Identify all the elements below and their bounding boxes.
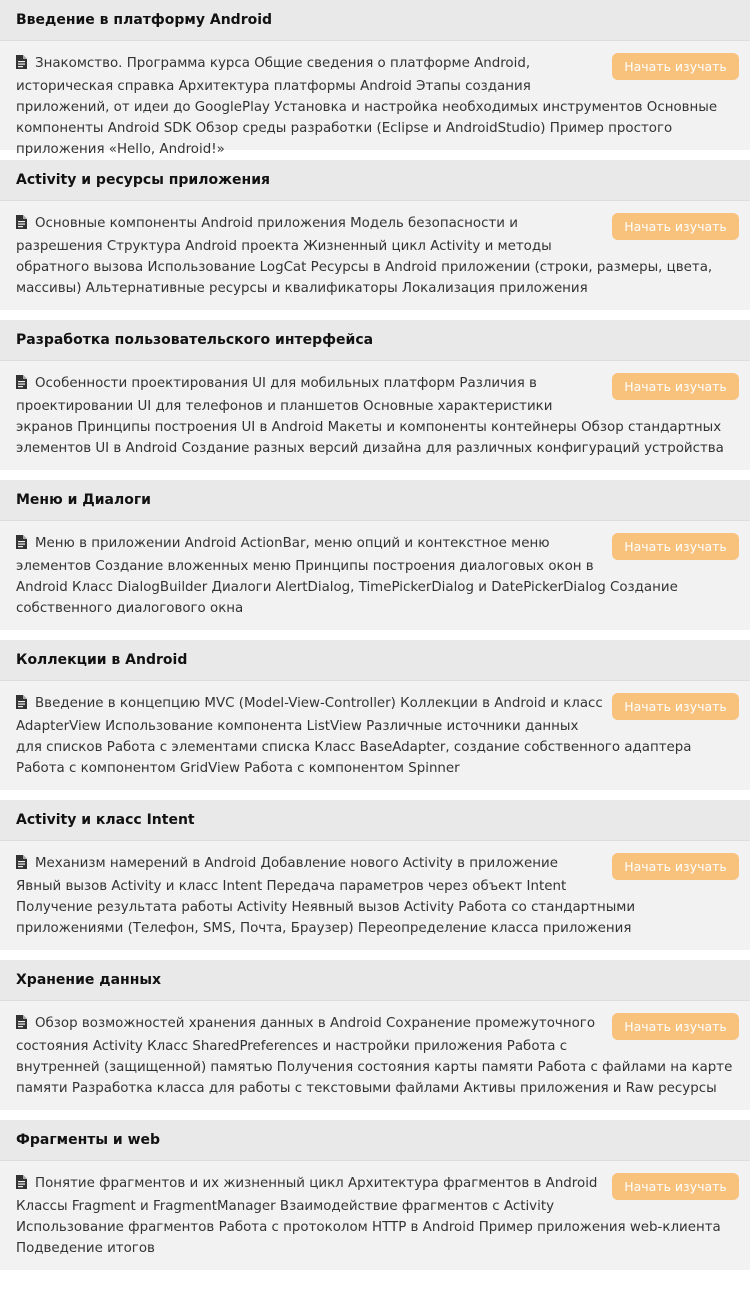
document-icon (16, 215, 27, 236)
module-body (0, 520, 750, 630)
module-title: Activity и класс Intent (16, 812, 195, 828)
start-learning-button[interactable]: Начать изучать (612, 1173, 739, 1200)
module-description-text: Основные компоненты Android приложения Модель безопасности и разрешения Структура Android проекта Жизненный цикл Activity и методы обратного вызова Использование LogCat Ресурсы в Android приложении (строки, размеры, цвета, массивы) Альтернативные ресурсы и квалификаторы Локализация приложения (16, 216, 713, 296)
module-title: Разработка пользовательского интерфейса (16, 332, 374, 348)
start-learning-button[interactable]: Начать изучать (612, 373, 739, 400)
module-body (0, 200, 750, 310)
document-icon (16, 1175, 27, 1196)
module-body (0, 680, 750, 790)
module-header (0, 0, 750, 40)
document-icon (16, 375, 27, 396)
module-title: Введение в платформу Android (16, 12, 273, 28)
module-header (0, 480, 750, 520)
document-icon (16, 855, 27, 876)
module-description-text: Меню в приложении Android ActionBar, меню опций и контекстное меню элементов Создание вложенных меню Принципы построения диалоговых окон в Android Класс DialogBuilder Диалоги AlertDialog, TimePickerDialog и DatePickerDialog Создание собственного диалогового окна (16, 536, 678, 616)
start-learning-button[interactable]: Начать изучать (612, 693, 739, 720)
document-icon (16, 535, 27, 556)
course-module (0, 160, 750, 320)
module-header (0, 320, 750, 360)
course-module (0, 320, 750, 480)
start-learning-button[interactable]: Начать изучать (612, 213, 739, 240)
document-icon (16, 1015, 27, 1036)
module-description-text: Понятие фрагментов и их жизненный цикл Архитектура фрагментов в Android Классы Fragment и FragmentManager Взаимодействие фрагментов с Activity Использование фрагментов Работа с протоколом HTTP в Android Пример приложения web-клиента Подведение итогов (16, 1176, 721, 1256)
module-description-text: Знакомство. Программа курса Общие сведения о платформе Android, историческая справка Архитектура платформы Android Этапы создания приложений, от идеи до GooglePlay Установка и настройка необходимых инструментов Основные компоненты Android SDK Обзор среды разработки (Eclipse и AndroidStudio) Пример простого приложения «Hello, Android!» (16, 56, 718, 157)
course-module (0, 800, 750, 960)
start-learning-button[interactable]: Начать изучать (612, 53, 739, 80)
module-description-text: Механизм намерений в Android Добавление нового Activity в приложение Явный вызов Activity и класс Intent Передача параметров через объект Intent Получение результата работы Activity Неявный вызов Activity Работа со стандартными приложениями (Телефон, SMS, Почта, Браузер) Переопределение класса приложения (16, 856, 636, 936)
module-body (0, 840, 750, 950)
module-header (0, 960, 750, 1000)
module-body (0, 1000, 750, 1110)
module-title: Хранение данных (16, 972, 162, 988)
start-learning-button[interactable]: Начать изучать (612, 533, 739, 560)
document-icon (16, 695, 27, 716)
module-title: Коллекции в Android (16, 652, 188, 668)
module-header (0, 800, 750, 840)
module-header (0, 160, 750, 200)
module-description-text: Введение в концепцию MVC (Model-View-Controller) Коллекции в Android и класс AdapterView Использование компонента ListView Различные источники данных для списков Работа с элементами списка Класс BaseAdapter, создание собственного адаптера Работа с компонентом GridView Работа с компонентом Spinner (16, 696, 692, 776)
module-header (0, 1120, 750, 1160)
module-description-text: Обзор возможностей хранения данных в Android Сохранение промежуточного состояния Activity Класс SharedPreferences и настройки приложения Работа с внутренней (защищенной) памятью Получения состояния карты памяти Работа с файлами на карте памяти Разработка класса для работы с текстовыми файлами Активы приложения и Raw ресурсы (16, 1016, 733, 1096)
course-module (0, 1120, 750, 1280)
module-body (0, 360, 750, 470)
course-module (0, 960, 750, 1120)
module-title: Фрагменты и web (16, 1132, 161, 1148)
module-title: Меню и Диалоги (16, 492, 151, 508)
module-body (0, 1160, 750, 1270)
module-body (0, 40, 750, 157)
course-module (0, 640, 750, 800)
module-description-text: Особенности проектирования UI для мобильных платформ Различия в проектировании UI для телефонов и планшетов Основные характеристики экранов Принципы построения UI в Android Макеты и компоненты контейнеры Обзор стандартных элементов UI в Android Создание разных версий дизайна для различных конфигураций устройства (16, 376, 724, 456)
course-module (0, 480, 750, 640)
document-icon (16, 55, 27, 76)
module-header (0, 640, 750, 680)
start-learning-button[interactable]: Начать изучать (612, 853, 739, 880)
start-learning-button[interactable]: Начать изучать (612, 1013, 739, 1040)
course-module (0, 0, 750, 160)
module-title: Activity и ресурсы приложения (16, 172, 270, 188)
